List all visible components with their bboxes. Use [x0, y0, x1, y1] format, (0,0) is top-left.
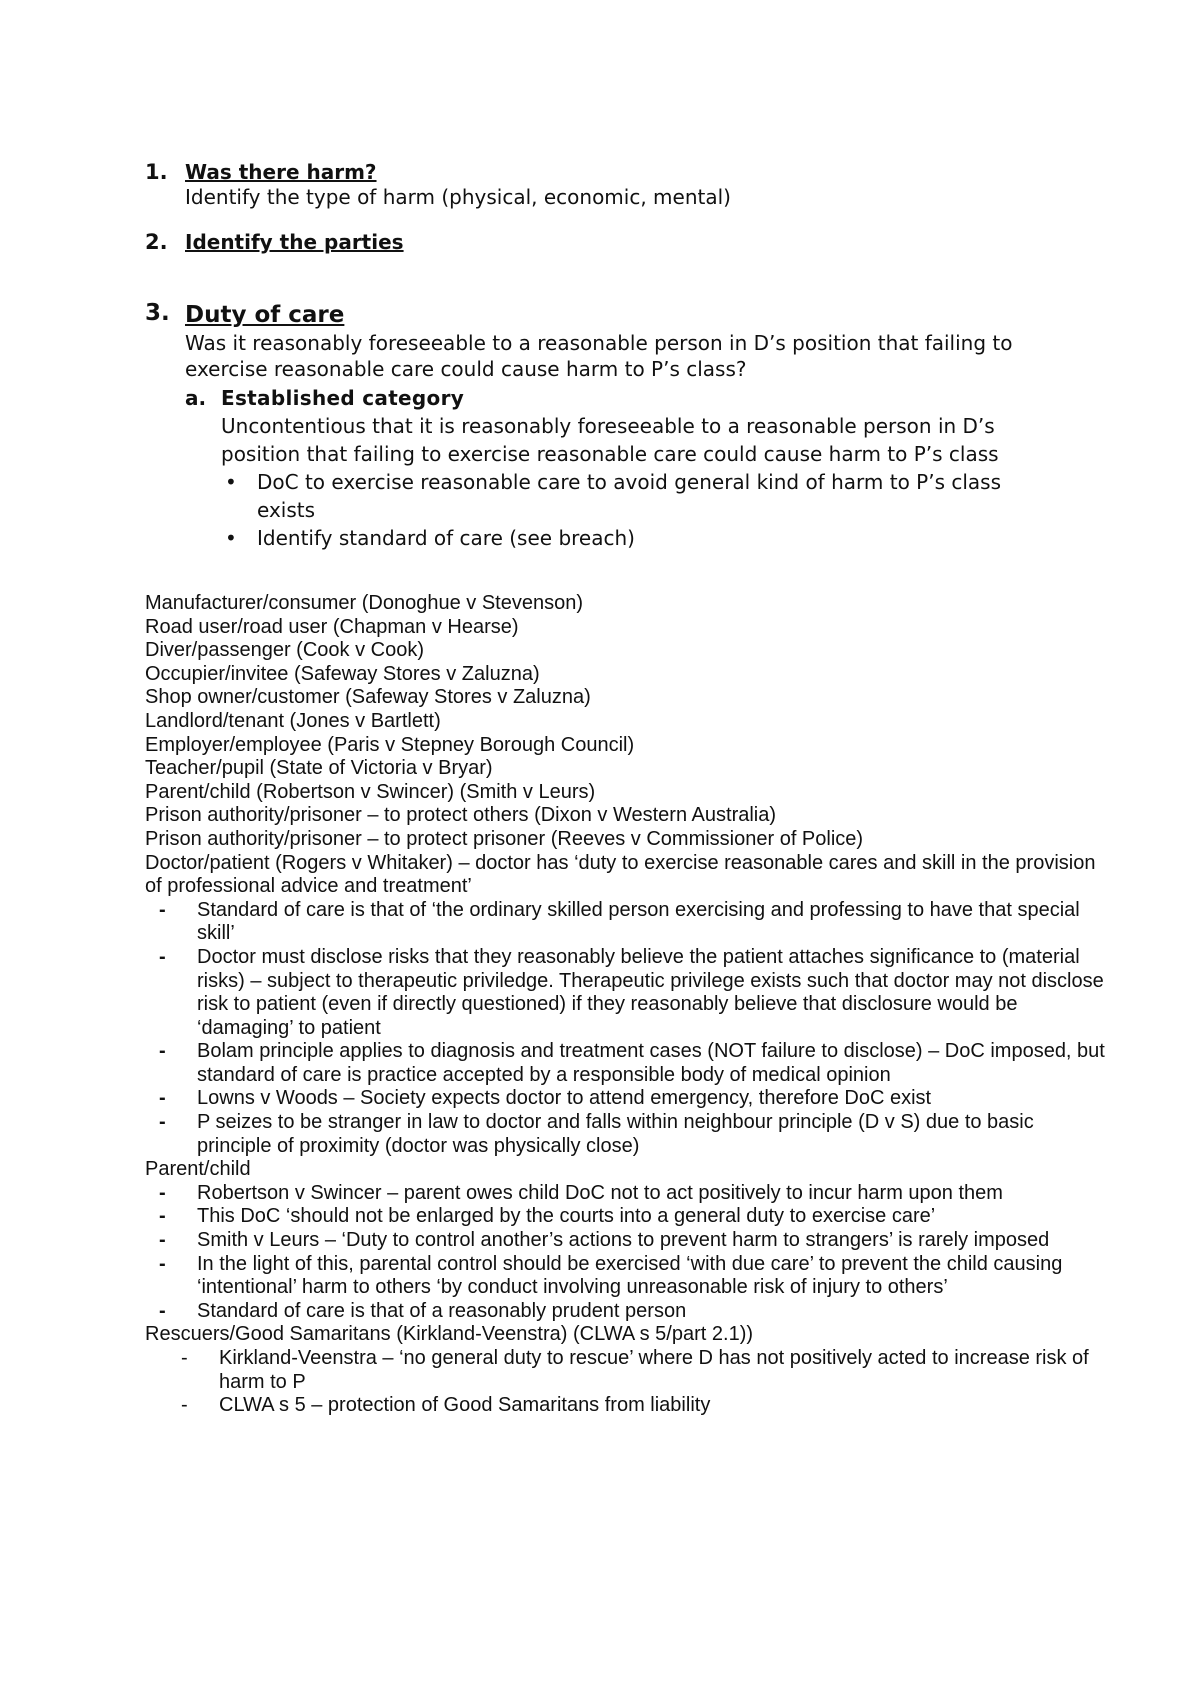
list-item: - CLWA s 5 – protection of Good Samaritans from liability [181, 1394, 711, 1417]
list-item: - Doctor must disclose risks that they reasonably believe the patient attaches significance to (material risks) – subject to therapeutic priviledge. Therapeutic privilege exists such that doctor may not disclose risk to patient (even if directly questioned) if they reasonably believe that disclosure would be ‘damaging’ to patient [159, 945, 1104, 1039]
dash-marker: - [159, 1087, 166, 1110]
list-item: • DoC to exercise reasonable care to avoid general kind of harm to P’s class exists [225, 470, 1002, 522]
subsection-heading [185, 384, 1125, 412]
dash-marker: - [159, 945, 166, 968]
subsection-title: Established category [221, 386, 465, 410]
list-item: Employer/employee (Paris v Stepney Borough Council) [145, 733, 635, 756]
list-item: Shop owner/customer (Safeway Stores v Zaluzna) [145, 686, 591, 709]
list-item: - Lowns v Woods – Society expects doctor to attend emergency, therefore DoC exist [159, 1087, 932, 1110]
bullet-list [185, 468, 1041, 552]
section-number: 1. [145, 160, 168, 184]
rescuer-notes [145, 1347, 1105, 1418]
list-item: Prison authority/prisoner – to protect prisoner (Reeves v Commissioner of Police) [145, 827, 864, 850]
parent-child-heading: Parent/child [145, 1158, 251, 1181]
dash-marker: - [181, 1394, 188, 1417]
section-number: 2. [145, 230, 168, 254]
list-item: - Standard of care is that of a reasonably prudent person [159, 1299, 687, 1322]
list-item: Parent/child (Robertson v Swincer) (Smith v Leurs) [145, 780, 596, 803]
list-item: - Kirkland-Veenstra – ‘no general duty to rescue’ where D has not positively acted to increase risk of harm to P [181, 1347, 1089, 1393]
bullet-marker: • [225, 526, 237, 550]
list-item: Prison authority/prisoner – to protect others (Dixon v Western Australia) [145, 804, 777, 827]
section-parties [145, 228, 1125, 256]
dash-marker: - [159, 1299, 166, 1322]
dash-marker: - [159, 1205, 166, 1228]
dash-marker: - [159, 898, 166, 921]
bullet-marker: • [225, 470, 237, 494]
parent-child-notes [145, 1182, 1105, 1324]
list-item: - This DoC ‘should not be enlarged by the courts into a general duty to exercise care’ [159, 1205, 936, 1228]
list-item: Landlord/tenant (Jones v Bartlett) [145, 709, 441, 732]
subsection-established [145, 384, 1125, 552]
list-item: - P seizes to be stranger in law to doctor and falls within neighbour principle (D v S) due to basic principle of proximity (doctor was physically close) [159, 1111, 1034, 1157]
dash-marker: - [159, 1229, 166, 1252]
list-item: Doctor/patient (Rogers v Whitaker) – doctor has ‘duty to exercise reasonable cares and skill in the provision of professional advice and treatment’ [145, 851, 1096, 898]
section-heading [145, 228, 1125, 256]
section-text: Was it reasonably foreseeable to a reasonable person in D’s position that failing to exercise reasonable care could cause harm to P’s class? [185, 331, 1013, 381]
section-title: Duty of care [185, 302, 345, 328]
section-text: Identify the type of harm (physical, economic, mental) [185, 185, 731, 209]
dash-marker: - [181, 1347, 188, 1369]
section-heading [145, 158, 1125, 186]
dash-marker: - [159, 1181, 166, 1204]
list-item: Diver/passenger (Cook v Cook) [145, 639, 424, 662]
list-item: - In the light of this, parental control should be exercised ‘with due care’ to prevent the child causing ‘intentional’ harm to others ‘by conduct involving unreasonable risk of injury to others’ [159, 1252, 1063, 1299]
list-item: Road user/road user (Chapman v Hearse) [145, 615, 519, 638]
list-item: Manufacturer/consumer (Donoghue v Stevenson) [145, 592, 584, 614]
dash-marker: - [159, 1252, 166, 1275]
section-title: Was there harm? [185, 160, 377, 184]
section-title: Identify the parties [185, 230, 404, 254]
section-heading [145, 300, 1125, 330]
list-item: - Robertson v Swincer – parent owes child DoC not to act positively to incur harm upon them [159, 1181, 1003, 1204]
list-item: Teacher/pupil (State of Victoria v Bryar) [145, 757, 493, 780]
subsection-text: Uncontentious that it is reasonably foreseeable to a reasonable person in D’s position that failing to exercise reasonable care could cause harm to P’s class [221, 414, 999, 466]
doctor-notes [145, 899, 1105, 1159]
rescuers-heading: Rescuers/Good Samaritans (Kirkland-Veenstra) (CLWA s 5/part 2.1)) [145, 1323, 754, 1346]
subsection-label: a. [185, 386, 207, 410]
list-item: - Smith v Leurs – ‘Duty to control another’s actions to prevent harm to strangers’ is rarely imposed [159, 1229, 1050, 1252]
section-harm [145, 158, 1125, 210]
list-item: - Standard of care is that of ‘the ordinary skilled person exercising and professing to have that special skill’ [159, 898, 1080, 945]
section-duty-of-care [145, 300, 1125, 552]
list-item: • Identify standard of care (see breach) [225, 526, 635, 550]
list-item: Occupier/invitee (Safeway Stores v Zaluzna) [145, 662, 540, 685]
list-item: - Bolam principle applies to diagnosis and treatment cases (NOT failure to disclose) – DoC imposed, but standard of care is practice accepted by a responsible body of medical opinion [159, 1040, 1105, 1086]
section-number: 3. [145, 300, 170, 326]
dash-marker: - [159, 1040, 166, 1063]
established-categories [145, 592, 1105, 1418]
dash-marker: - [159, 1111, 166, 1134]
